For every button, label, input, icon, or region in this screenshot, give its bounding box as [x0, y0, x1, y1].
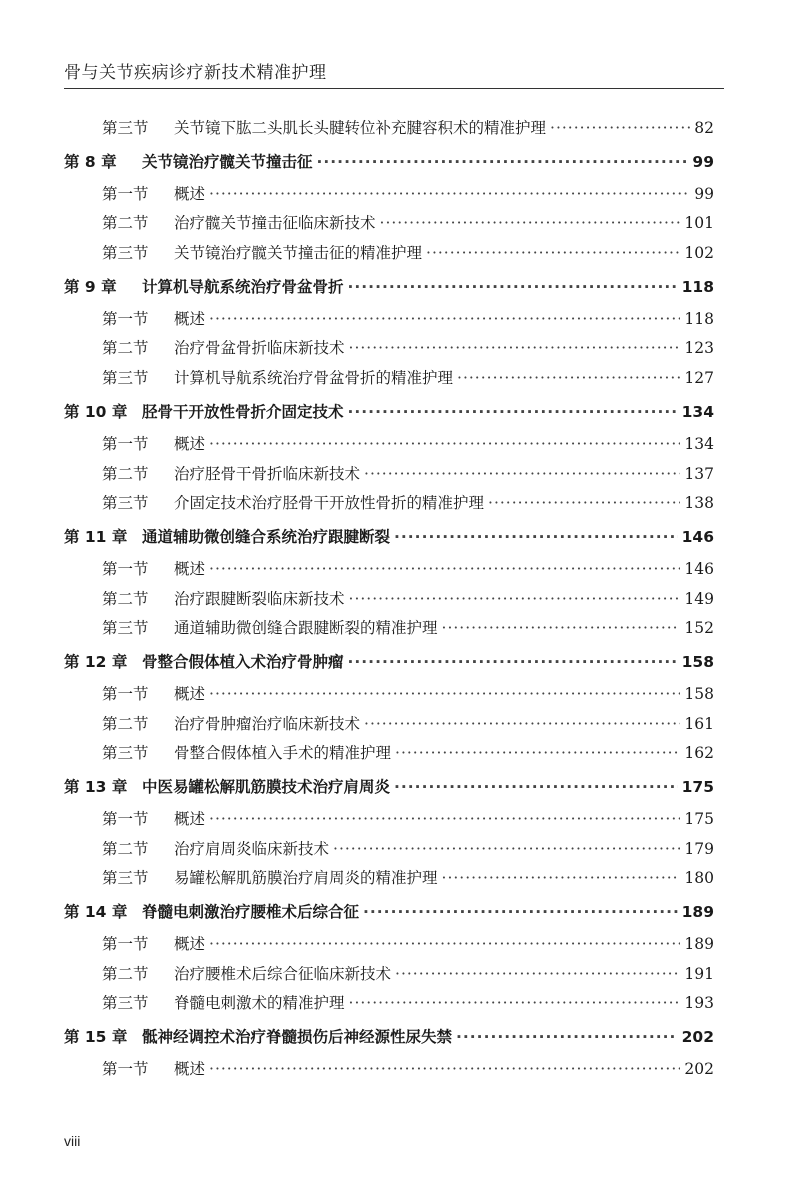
- section-title: 治疗骨盆骨折临床新技术: [174, 339, 345, 358]
- chapter-title: 中医易罐松解肌筋膜技术治疗肩周炎: [142, 778, 391, 796]
- chapter-title: 胫骨干开放性骨折介固定技术: [142, 402, 344, 421]
- section-number: 第三节: [102, 494, 149, 513]
- page-number: 137: [684, 464, 714, 483]
- dot-leader: [349, 585, 681, 615]
- chapter-number: 第 12 章: [64, 652, 128, 671]
- dot-leader: [209, 180, 690, 210]
- page-folio: viii: [64, 1133, 81, 1149]
- chapter-number: 第 8 章: [64, 152, 117, 171]
- section-title: 治疗骨肿瘤治疗临床新技术: [174, 714, 361, 733]
- section-number: 第一节: [102, 559, 149, 578]
- table-of-contents: [64, 114, 714, 1085]
- dot-leader: [442, 864, 681, 894]
- dot-leader: [488, 489, 680, 519]
- dot-leader: [395, 960, 680, 990]
- toc-section-entry: [64, 710, 714, 740]
- section-title: 介固定技术治疗胫骨干开放性骨折的精准护理: [174, 494, 485, 513]
- section-title: 概述: [174, 935, 206, 954]
- dot-leader: [394, 519, 678, 555]
- page-number: 99: [694, 184, 714, 203]
- section-number: 第三节: [102, 869, 149, 888]
- toc-section-entry: [64, 114, 714, 144]
- toc-chapter-entry: [64, 394, 714, 430]
- page-number: 118: [681, 277, 714, 296]
- toc-section-entry: [64, 180, 714, 210]
- section-title: 治疗腰椎术后综合征临床新技术: [174, 964, 392, 983]
- section-number: 第二节: [102, 339, 149, 358]
- chapter-title: 计算机导航系统治疗骨盆骨折: [142, 277, 344, 296]
- toc-section-entry: [64, 364, 714, 394]
- section-number: 第三节: [102, 619, 149, 638]
- section-number: 第二节: [102, 839, 149, 858]
- toc-section-entry: [64, 989, 714, 1019]
- toc-chapter-entry: [64, 769, 714, 805]
- chapter-title: 骶神经调控术治疗脊髓损伤后神经源性尿失禁: [142, 1028, 453, 1047]
- dot-leader: [349, 989, 681, 1019]
- toc-section-entry: [64, 805, 714, 835]
- dot-leader: [395, 739, 680, 769]
- toc-chapter-entry: [64, 144, 714, 180]
- toc-section-entry: [64, 614, 714, 644]
- toc-section-entry: [64, 305, 714, 335]
- dot-leader: [426, 239, 680, 269]
- section-title: 概述: [174, 309, 206, 328]
- chapter-number: 第 9 章: [64, 277, 117, 296]
- chapter-title: 脊髓电刺激治疗腰椎术后综合征: [142, 903, 360, 922]
- toc-section-entry: [64, 460, 714, 490]
- section-number: 第一节: [102, 935, 149, 954]
- toc-section-entry: [64, 930, 714, 960]
- toc-chapter-entry: [64, 894, 714, 930]
- dot-leader: [348, 644, 678, 680]
- dot-leader: [457, 364, 680, 394]
- dot-leader: [209, 680, 680, 710]
- chapter-title: 关节镜治疗髋关节撞击征: [142, 152, 313, 171]
- toc-section-entry: [64, 864, 714, 894]
- dot-leader: [550, 114, 690, 144]
- toc-section-entry: [64, 835, 714, 865]
- page-number: 202: [684, 1060, 714, 1079]
- dot-leader: [442, 614, 681, 644]
- chapter-number: 第 10 章: [64, 402, 128, 421]
- page-number: 101: [684, 214, 714, 233]
- dot-leader: [456, 1019, 678, 1055]
- page-number: 158: [681, 652, 714, 671]
- page-number: 146: [684, 559, 714, 578]
- page-number: 149: [684, 589, 714, 608]
- dot-leader: [380, 209, 681, 239]
- dot-leader: [394, 769, 678, 805]
- page-number: 138: [684, 494, 714, 513]
- page-number: 161: [684, 714, 714, 733]
- section-title: 概述: [174, 684, 206, 703]
- section-number: 第三节: [102, 119, 149, 137]
- toc-chapter-entry: [64, 1019, 714, 1055]
- dot-leader: [349, 334, 681, 364]
- dot-leader: [364, 710, 680, 740]
- page-number: 158: [684, 684, 714, 703]
- page-number: 175: [684, 810, 714, 828]
- toc-section-entry: [64, 334, 714, 364]
- page-number: 179: [684, 839, 714, 858]
- chapter-number: 第 14 章: [64, 903, 128, 922]
- page-number: 180: [684, 869, 714, 888]
- dot-leader: [333, 835, 680, 865]
- page-number: 134: [681, 402, 714, 421]
- section-number: 第一节: [102, 309, 149, 328]
- page-number: 123: [684, 339, 714, 358]
- section-number: 第一节: [102, 810, 149, 828]
- toc-section-entry: [64, 680, 714, 710]
- section-title: 易罐松解肌筋膜治疗肩周炎的精准护理: [174, 869, 438, 888]
- chapter-number: 第 11 章: [64, 527, 128, 546]
- dot-leader: [364, 460, 680, 490]
- section-title: 概述: [174, 184, 206, 203]
- page-number: 191: [684, 964, 714, 983]
- dot-leader: [209, 555, 680, 585]
- section-number: 第一节: [102, 184, 149, 203]
- page-number: 102: [684, 244, 714, 263]
- section-number: 第二节: [102, 714, 149, 733]
- toc-section-entry: [64, 739, 714, 769]
- page-number: 127: [684, 369, 714, 388]
- page-number: 152: [684, 619, 714, 638]
- chapter-title: 骨整合假体植入术治疗骨肿瘤: [142, 652, 344, 671]
- section-number: 第三节: [102, 244, 149, 263]
- toc-section-entry: [64, 430, 714, 460]
- dot-leader: [348, 394, 678, 430]
- dot-leader: [348, 269, 678, 305]
- dot-leader: [209, 930, 680, 960]
- section-number: 第三节: [102, 994, 149, 1013]
- toc-section-entry: [64, 555, 714, 585]
- page-number: 175: [681, 778, 714, 796]
- toc-section-entry: [64, 1055, 714, 1085]
- section-number: 第三节: [102, 369, 149, 388]
- section-title: 脊髓电刺激术的精准护理: [174, 994, 345, 1013]
- toc-chapter-entry: [64, 644, 714, 680]
- page-number: 202: [681, 1028, 714, 1047]
- dot-leader: [209, 805, 680, 835]
- page-number: 82: [694, 119, 714, 137]
- toc-section-entry: [64, 960, 714, 990]
- dot-leader: [317, 144, 689, 180]
- dot-leader: [209, 430, 680, 460]
- section-title: 计算机导航系统治疗骨盆骨折的精准护理: [174, 369, 454, 388]
- toc-section-entry: [64, 585, 714, 615]
- section-title: 骨整合假体植入手术的精准护理: [174, 744, 392, 763]
- section-number: 第二节: [102, 589, 149, 608]
- page-number: 193: [684, 994, 714, 1013]
- dot-leader: [209, 1055, 680, 1085]
- section-title: 治疗胫骨干骨折临床新技术: [174, 464, 361, 483]
- chapter-number: 第 13 章: [64, 778, 128, 796]
- section-number: 第二节: [102, 214, 149, 233]
- toc-section-entry: [64, 489, 714, 519]
- section-number: 第二节: [102, 464, 149, 483]
- section-title: 通道辅助微创缝合跟腱断裂的精准护理: [174, 619, 438, 638]
- toc-section-entry: [64, 239, 714, 269]
- section-title: 概述: [174, 559, 206, 578]
- section-number: 第二节: [102, 964, 149, 983]
- header-rule: [64, 88, 724, 89]
- page-number: 118: [684, 309, 714, 328]
- section-title: 治疗肩周炎临床新技术: [174, 839, 330, 858]
- page-number: 189: [681, 903, 714, 922]
- dot-leader: [209, 305, 680, 335]
- section-title: 概述: [174, 1060, 206, 1079]
- section-title: 治疗髋关节撞击征临床新技术: [174, 214, 376, 233]
- section-title: 治疗跟腱断裂临床新技术: [174, 589, 345, 608]
- page-number: 162: [684, 744, 714, 763]
- section-number: 第三节: [102, 744, 149, 763]
- section-title: 概述: [174, 434, 206, 453]
- page-number: 146: [681, 527, 714, 546]
- running-head: 骨与关节疾病诊疗新技术精准护理: [64, 63, 327, 83]
- toc-chapter-entry: [64, 519, 714, 555]
- page-number: 189: [684, 935, 714, 954]
- toc-chapter-entry: [64, 269, 714, 305]
- chapter-number: 第 15 章: [64, 1028, 128, 1047]
- section-title: 关节镜下肱二头肌长头腱转位补充腱容积术的精准护理: [174, 119, 547, 137]
- page-number: 99: [692, 152, 714, 171]
- section-number: 第一节: [102, 434, 149, 453]
- section-title: 关节镜治疗髋关节撞击征的精准护理: [174, 244, 423, 263]
- section-title: 概述: [174, 810, 206, 828]
- section-number: 第一节: [102, 684, 149, 703]
- toc-section-entry: [64, 209, 714, 239]
- page-number: 134: [684, 434, 714, 453]
- dot-leader: [363, 894, 678, 930]
- chapter-title: 通道辅助微创缝合系统治疗跟腱断裂: [142, 527, 391, 546]
- section-number: 第一节: [102, 1060, 149, 1079]
